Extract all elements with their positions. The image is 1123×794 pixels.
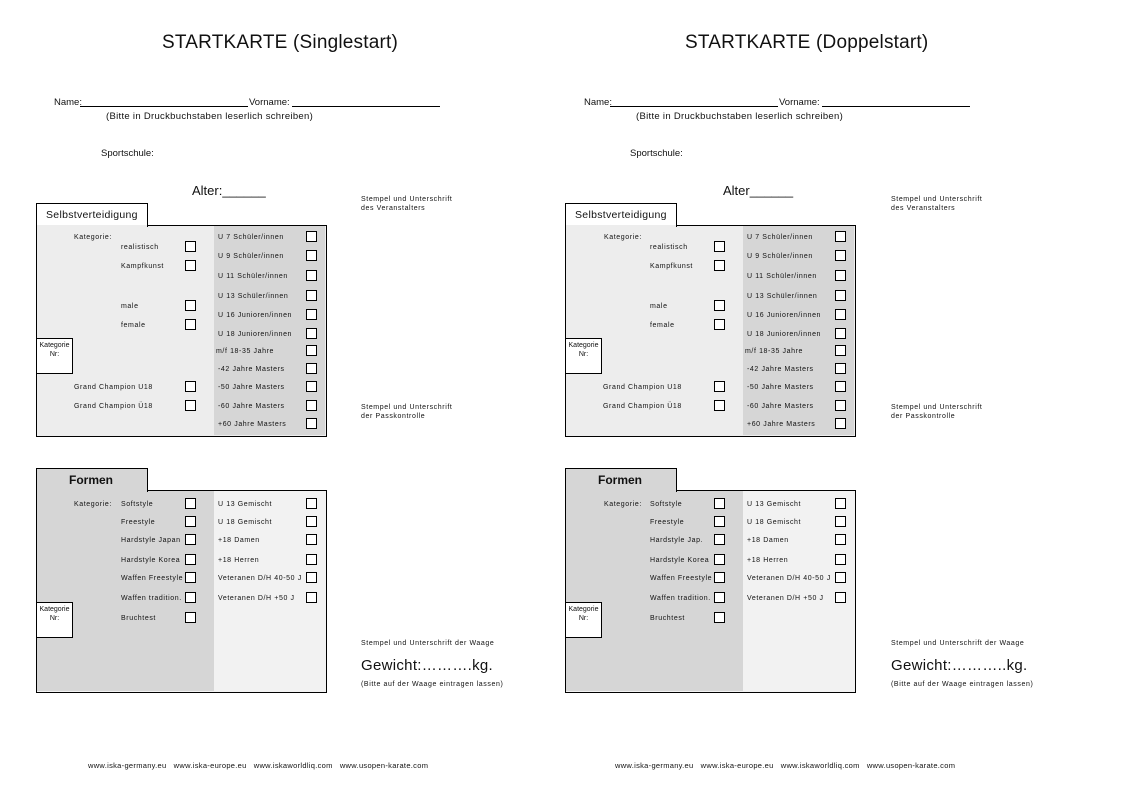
sv-checkbox-realistisch[interactable]: [185, 241, 196, 252]
sv-age-label: U 18 Junioren/innen: [218, 331, 293, 338]
formen-style-label: Softstyle: [650, 501, 683, 508]
formen-style-label: Bruchtest: [650, 615, 685, 622]
sv-grand-label: Grand Champion Ü18: [603, 403, 682, 410]
sv-age-checkbox[interactable]: [835, 400, 846, 411]
alter-field[interactable]: Alter:______: [192, 183, 266, 198]
formen-age-label: Veteranen D/H 40-50 J: [747, 575, 831, 582]
name-label: Name:: [54, 97, 82, 108]
sv-age-checkbox[interactable]: [835, 270, 846, 281]
startcard-single: [0, 0, 560, 794]
sv-age-label: -60 Jahre Masters: [747, 403, 814, 410]
formen-style-checkbox[interactable]: [714, 534, 725, 545]
formen-style-label: Freestyle: [650, 519, 685, 526]
stamp-scale: Stempel und Unterschrift der Waage: [891, 640, 1025, 647]
sv-option-label: female: [121, 322, 146, 329]
sv-age-checkbox[interactable]: [835, 345, 846, 356]
sv-age-label: m/f 18-35 Jahre: [216, 348, 275, 355]
sv-age-checkbox[interactable]: [835, 309, 846, 320]
sv-age-label: U 11 Schüler/innen: [747, 273, 817, 280]
formen-style-checkbox[interactable]: [185, 612, 196, 623]
sv-age-label: U 11 Schüler/innen: [218, 273, 288, 280]
formen-style-checkbox[interactable]: [185, 534, 196, 545]
sv-age-checkbox[interactable]: [835, 363, 846, 374]
sv-tab: [565, 203, 677, 227]
sv-age-label: U 13 Schüler/innen: [218, 293, 289, 300]
formen-age-checkbox[interactable]: [835, 554, 846, 565]
formen-age-label: +18 Herren: [747, 557, 789, 564]
formen-tab-label: Formen: [598, 473, 643, 487]
formen-age-label: Veteranen D/H 40-50 J: [218, 575, 302, 582]
stamp-pass: Stempel und Unterschrift der Passkontrolle: [891, 404, 983, 420]
sv-tab-label: Selbstverteidigung: [46, 209, 138, 221]
formen-style-label: Hardstyle Jap.: [650, 537, 704, 544]
sv-age-label: U 9 Schüler/innen: [218, 253, 284, 260]
formen-age-checkbox[interactable]: [835, 516, 846, 527]
card-title: STARTKARTE (Doppelstart): [685, 32, 929, 53]
sv-age-label: U 7 Schüler/innen: [747, 234, 813, 241]
formen-style-checkbox[interactable]: [714, 612, 725, 623]
sv-checkbox-kampfkunst[interactable]: [185, 260, 196, 271]
weight-hint: (Bitte auf der Waage eintragen lassen): [361, 681, 504, 688]
formen-age-label: U 18 Gemischt: [218, 519, 273, 526]
sv-option-label: Kampfkunst: [121, 263, 164, 270]
formen-age-label: U 13 Gemischt: [218, 501, 273, 508]
sv-checkbox-realistisch[interactable]: [714, 241, 725, 252]
formen-tab-label: Formen: [69, 473, 114, 487]
sv-kategorie-nr-box[interactable]: Kategorie Nr:: [565, 338, 602, 374]
formen-style-label: Hardstyle Japan: [121, 537, 181, 544]
stamp-organizer: Stempel und Unterschrift des Veranstalters: [361, 196, 453, 212]
formen-kategorie-label: Kategorie:: [604, 501, 642, 508]
formen-style-label: Bruchtest: [121, 615, 156, 622]
stamp-scale: Stempel und Unterschrift der Waage: [361, 640, 495, 647]
sv-age-checkbox[interactable]: [835, 290, 846, 301]
sv-checkbox-grand-o18[interactable]: [714, 400, 725, 411]
sv-age-label: -42 Jahre Masters: [747, 366, 814, 373]
sv-age-checkbox[interactable]: [306, 309, 317, 320]
name-field[interactable]: [610, 106, 778, 107]
sv-age-label: U 9 Schüler/innen: [747, 253, 813, 260]
sv-grand-label: Grand Champion Ü18: [74, 403, 153, 410]
name-field[interactable]: [80, 106, 248, 107]
formen-kategorie-nr-box[interactable]: Kategorie Nr:: [565, 602, 602, 638]
sv-age-checkbox[interactable]: [306, 400, 317, 411]
weight-hint: (Bitte auf der Waage eintragen lassen): [891, 681, 1034, 688]
card-title: STARTKARTE (Singlestart): [162, 32, 399, 53]
weight-field[interactable]: Gewicht:………..kg.: [891, 657, 1028, 674]
formen-age-label: Veteranen D/H +50 J: [747, 595, 824, 602]
sv-age-checkbox[interactable]: [835, 250, 846, 261]
sv-option-label: male: [121, 303, 139, 310]
sv-age-label: U 13 Schüler/innen: [747, 293, 818, 300]
formen-style-label: Hardstyle Korea: [121, 557, 181, 564]
formen-style-label: Waffen tradition.: [650, 595, 711, 602]
sv-age-label: +60 Jahre Masters: [218, 421, 287, 428]
sv-tab: [36, 203, 148, 227]
formen-age-label: Veteranen D/H +50 J: [218, 595, 295, 602]
formen-age-label: U 18 Gemischt: [747, 519, 802, 526]
formen-age-checkbox[interactable]: [306, 592, 317, 603]
formen-style-label: Softstyle: [121, 501, 154, 508]
sv-age-label: U 7 Schüler/innen: [218, 234, 284, 241]
formen-style-label: Waffen tradition.: [121, 595, 182, 602]
formen-style-checkbox[interactable]: [185, 516, 196, 527]
sv-kategorie-nr-box[interactable]: Kategorie Nr:: [36, 338, 73, 374]
vorname-field[interactable]: [822, 106, 970, 107]
sv-grand-label: Grand Champion U18: [74, 384, 153, 391]
formen-age-checkbox[interactable]: [835, 572, 846, 583]
formen-tab: [565, 468, 677, 492]
sv-age-label: U 16 Junioren/innen: [218, 312, 293, 319]
sv-age-checkbox[interactable]: [306, 381, 317, 392]
weight-field[interactable]: Gewicht:……….kg.: [361, 657, 494, 674]
vorname-label: Vorname:: [779, 97, 820, 108]
sv-option-label: female: [650, 322, 675, 329]
sv-kategorie-label: Kategorie:: [604, 234, 642, 241]
sv-checkbox-male[interactable]: [714, 300, 725, 311]
sv-option-label: realistisch: [650, 244, 688, 251]
sv-age-label: -60 Jahre Masters: [218, 403, 285, 410]
formen-style-checkbox[interactable]: [714, 554, 725, 565]
sv-checkbox-grand-u18[interactable]: [714, 381, 725, 392]
sv-age-label: U 16 Junioren/innen: [747, 312, 822, 319]
formen-age-label: +18 Herren: [218, 557, 260, 564]
sv-age-checkbox[interactable]: [835, 328, 846, 339]
sv-age-checkbox[interactable]: [306, 345, 317, 356]
sv-age-checkbox[interactable]: [306, 290, 317, 301]
formen-style-label: Hardstyle Korea: [650, 557, 710, 564]
formen-age-checkbox[interactable]: [306, 554, 317, 565]
sv-checkbox-kampfkunst[interactable]: [714, 260, 725, 271]
print-hint: (Bitte in Druckbuchstaben leserlich schreiben): [106, 111, 314, 122]
formen-kategorie-label: Kategorie:: [74, 501, 112, 508]
sv-checkbox-female[interactable]: [714, 319, 725, 330]
formen-age-label: U 13 Gemischt: [747, 501, 802, 508]
sv-option-label: Kampfkunst: [650, 263, 693, 270]
sportschule-label: Sportschule:: [101, 148, 154, 159]
formen-age-checkbox[interactable]: [306, 572, 317, 583]
alter-field[interactable]: Alter______: [723, 183, 794, 198]
footer-links: www.iska-germany.eu www.iska-europe.eu www.iskaworldliq.com www.usopen-karate.com: [88, 761, 429, 770]
sv-checkbox-grand-o18[interactable]: [185, 400, 196, 411]
formen-style-label: Waffen Freestyle: [650, 575, 713, 582]
sv-age-checkbox[interactable]: [306, 328, 317, 339]
sv-age-label: +60 Jahre Masters: [747, 421, 816, 428]
formen-style-checkbox[interactable]: [185, 592, 196, 603]
vorname-label: Vorname:: [249, 97, 290, 108]
footer-links: www.iska-germany.eu www.iska-europe.eu www.iskaworldliq.com www.usopen-karate.com: [615, 761, 956, 770]
sv-option-label: realistisch: [121, 244, 159, 251]
sv-tab-label: Selbstverteidigung: [575, 209, 667, 221]
sv-age-label: -50 Jahre Masters: [747, 384, 814, 391]
sv-age-checkbox[interactable]: [835, 381, 846, 392]
sv-age-label: U 18 Junioren/innen: [747, 331, 822, 338]
vorname-field[interactable]: [292, 106, 440, 107]
sv-checkbox-female[interactable]: [185, 319, 196, 330]
sv-age-label: -42 Jahre Masters: [218, 366, 285, 373]
formen-age-label: +18 Damen: [218, 537, 260, 544]
sv-age-label: -50 Jahre Masters: [218, 384, 285, 391]
sv-option-label: male: [650, 303, 668, 310]
formen-tab: [36, 468, 148, 492]
formen-style-label: Freestyle: [121, 519, 156, 526]
formen-age-checkbox[interactable]: [835, 534, 846, 545]
sv-age-checkbox[interactable]: [835, 418, 846, 429]
print-hint: (Bitte in Druckbuchstaben leserlich schreiben): [636, 111, 844, 122]
formen-age-checkbox[interactable]: [306, 498, 317, 509]
sv-age-label: m/f 18-35 Jahre: [745, 348, 804, 355]
formen-age-checkbox[interactable]: [306, 516, 317, 527]
startcard-double: [530, 0, 1090, 794]
formen-kategorie-nr-box[interactable]: Kategorie Nr:: [36, 602, 73, 638]
formen-style-checkbox[interactable]: [714, 592, 725, 603]
formen-style-checkbox[interactable]: [185, 572, 196, 583]
stamp-organizer: Stempel und Unterschrift des Veranstalters: [891, 196, 983, 212]
sv-checkbox-grand-u18[interactable]: [185, 381, 196, 392]
sv-age-checkbox[interactable]: [306, 418, 317, 429]
formen-age-checkbox[interactable]: [306, 534, 317, 545]
formen-style-label: Waffen Freestyle: [121, 575, 184, 582]
formen-style-checkbox[interactable]: [714, 498, 725, 509]
formen-age-checkbox[interactable]: [835, 592, 846, 603]
stamp-pass: Stempel und Unterschrift der Passkontrolle: [361, 404, 453, 420]
sv-age-checkbox[interactable]: [835, 231, 846, 242]
formen-age-label: +18 Damen: [747, 537, 789, 544]
name-label: Name:: [584, 97, 612, 108]
sv-age-checkbox[interactable]: [306, 231, 317, 242]
sv-age-checkbox[interactable]: [306, 250, 317, 261]
formen-style-checkbox[interactable]: [714, 516, 725, 527]
sv-checkbox-male[interactable]: [185, 300, 196, 311]
sv-kategorie-label: Kategorie:: [74, 234, 112, 241]
formen-age-checkbox[interactable]: [835, 498, 846, 509]
sportschule-label: Sportschule:: [630, 148, 683, 159]
formen-style-checkbox[interactable]: [185, 498, 196, 509]
sv-age-checkbox[interactable]: [306, 363, 317, 374]
sv-grand-label: Grand Champion U18: [603, 384, 682, 391]
formen-style-checkbox[interactable]: [714, 572, 725, 583]
formen-style-checkbox[interactable]: [185, 554, 196, 565]
sv-age-checkbox[interactable]: [306, 270, 317, 281]
